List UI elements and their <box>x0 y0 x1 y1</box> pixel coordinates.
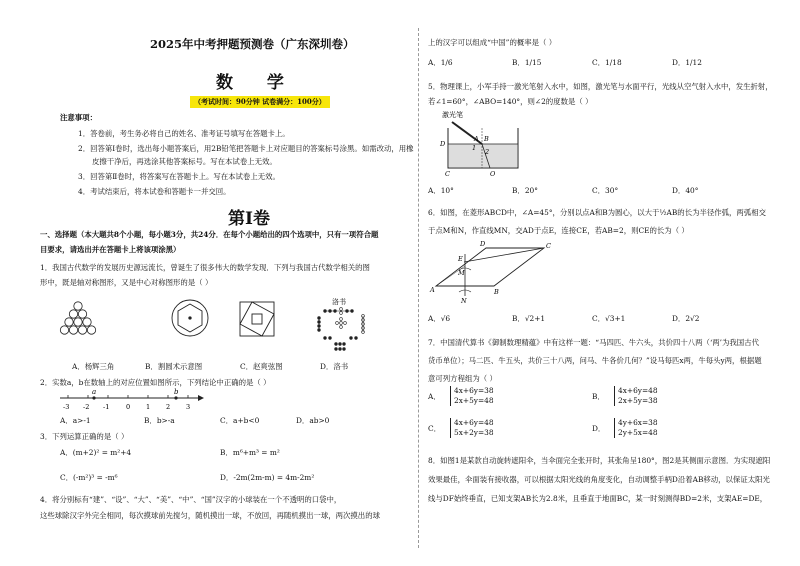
q5-option-c: C．30° <box>592 186 619 195</box>
q4-text: 这些球除汉字外完全相同，每次摸球前先搅匀，随机摸出一球，不放回，再随机摸出一球，两次摸出的球 <box>40 511 380 520</box>
q6-rhombus-figure <box>428 240 568 306</box>
tick-label: -3 <box>63 403 70 411</box>
q1-option-a: A．杨辉三角 <box>72 362 115 371</box>
q1-option-c: C．赵爽弦图 <box>240 362 283 371</box>
point-a-label: a <box>92 388 97 396</box>
q5-refraction-figure <box>436 108 546 180</box>
yanghui-triangle-figure <box>60 302 95 334</box>
section-heading: 一、选择题（本大题共8个小题，每小题3分，共24分．在每个小题给出的四个选项中，只有一项符合题 <box>40 230 379 239</box>
tick-label: 1 <box>146 403 151 411</box>
pt-B: B <box>484 135 489 143</box>
pt-O: O <box>490 170 496 178</box>
q3-option-b: B．m⁶+m³ = m² <box>220 448 280 457</box>
pt-E: E <box>458 255 463 263</box>
q5-option-b: B．20° <box>512 186 538 195</box>
note-item: 3．回答第Ⅱ卷时，将答案写在答题卡上。写在本试卷上无效。 <box>78 172 280 181</box>
angle-1: 1 <box>472 144 477 152</box>
q4-option-c: C．1/18 <box>592 58 622 67</box>
q6-text: 于点M和N，作直线MN，交AD于点E，连接CE，若AB=2，则CE的长为（ ） <box>428 226 689 235</box>
luoshu-figure <box>318 308 365 351</box>
note-item: 4．考试结束后，将本试卷和答题卡一并交回。 <box>78 187 231 196</box>
q7-option-b-system <box>614 386 658 406</box>
q4-text: 4．将分别标有“建”、“设”、“大”、“美”、“中”、“国”汉字的小球装在一个不透明的口袋中， <box>40 495 342 504</box>
eq: 4x+6y=48 <box>454 418 494 427</box>
volume-title: 第Ⅰ卷 <box>228 209 270 229</box>
circle-division-figure <box>172 300 208 336</box>
tick-label: 3 <box>186 403 191 411</box>
pt-C: C <box>546 242 551 250</box>
tick-label: -2 <box>83 403 90 411</box>
notes-heading: 注意事项： <box>60 113 97 122</box>
eq: 2y+5x=48 <box>618 428 658 437</box>
q7-option-b-label: B． <box>592 392 605 401</box>
q5-text: 若∠1=60°，∠ABO=140°，则∠2的度数是（ ） <box>428 97 593 106</box>
zhaoshuang-figure <box>240 302 274 336</box>
point-b-label: b <box>174 388 179 396</box>
pt-A: A <box>474 135 479 143</box>
q2-option-d: D．ab>0 <box>296 416 330 425</box>
note-item: 皮擦干净后，再选涂其他答案标号。写在本试卷上无效。 <box>92 157 277 166</box>
q8-text: 效果最佳，伞面装有接收器，可以根据太阳光线的角度变化，自动调整手柄D沿着AB移动，以保证太阳光 <box>428 475 770 484</box>
q4-option-d: D．1/12 <box>672 58 702 67</box>
q6-option-b: B．√2+1 <box>512 314 546 323</box>
eq: 4x+6y=48 <box>618 386 658 395</box>
pt-N: N <box>461 297 467 305</box>
q4-option-b: B．1/15 <box>512 58 542 67</box>
pt-M: M <box>458 269 465 277</box>
q4-cont-text: 上的汉字可以组成“中国”的概率是（ ） <box>428 38 557 47</box>
note-item: 2．回答第Ⅰ卷时，选出每小题答案后，用2B铅笔把答题卡上对应题目的答案标号涂黑。如需改动，用橡 <box>78 144 414 153</box>
q1-option-d: D．洛书 <box>320 362 349 371</box>
pt-D: D <box>480 240 486 248</box>
tick-label: 2 <box>166 403 171 411</box>
q6-option-d: D．2√2 <box>672 314 700 323</box>
q4-option-a: A．1/6 <box>428 58 453 67</box>
q7-option-c-label: C． <box>428 424 442 433</box>
q7-text: 货币单位）；马二匹、牛五头，共价三十八两，问马、牛各价几何？”设马每匹x两，牛每头y两，根据题 <box>428 356 762 365</box>
tick-label: 0 <box>126 403 131 411</box>
q1-figures <box>44 298 414 356</box>
q6-option-a: A．√6 <box>428 314 451 323</box>
q1-text: 形中，既是轴对称图形，又是中心对称图形的是（ ） <box>40 278 213 287</box>
pt-B: B <box>494 288 499 296</box>
q6-text: 6．如图，在菱形ABCD中，∠A=45°，分别以点A和B为圆心，以大于½AB的长为半径作弧，两弧相交 <box>428 208 766 217</box>
eq: 4x+6y=38 <box>454 386 494 395</box>
q1-option-b: B．割圆术示意图 <box>145 362 203 371</box>
exam-info-badge: （考试时间：90分钟 试卷满分：100分） <box>190 96 330 108</box>
q8-text: 8．如图1是某款自动旋转遮阳伞，当伞面完全张开时，其张角呈180°，图2是其侧面示意图．为实现遮阳 <box>428 456 771 465</box>
q7-option-d-system <box>614 418 658 438</box>
q3-option-d: D．-2m(2m-m) = 4m-2m² <box>220 473 315 482</box>
q3-text: 3．下列运算正确的是（ ） <box>40 432 129 441</box>
q8-text: 线与DF始终垂直，已知支架AB长为2.8米，且垂直于地面BC，某一时刻测得BD=2米，支架AE=DE， <box>428 494 768 503</box>
q3-option-a: A．(m+2)² = m²+4 <box>60 448 132 457</box>
eq: 4y+6x=38 <box>618 418 658 427</box>
q2-option-b: B．b>-a <box>144 416 175 425</box>
exam-title: 2025年中考押题预测卷（广东深圳卷） <box>150 37 355 51</box>
q5-option-d: D．40° <box>672 186 699 195</box>
q7-option-a-system <box>450 386 494 406</box>
angle-2: 2 <box>485 148 490 156</box>
q2-option-a: A．a>-1 <box>60 416 91 425</box>
q2-option-c: C．a+b<0 <box>220 416 260 425</box>
pt-C: C <box>445 170 450 178</box>
q5-text: 5．物理课上，小军手持一激光笔射入水中，如图，激光笔与水面平行，光线从空气射入水中，发生折射， <box>428 82 773 91</box>
right-column <box>420 0 800 566</box>
eq: 5x+2y=38 <box>454 428 494 437</box>
q1-text: 1．我国古代数学的发展历史源远流长，曾诞生了很多伟大的数学发现．下列与我国古代数学相关的图 <box>40 263 370 272</box>
q6-option-c: C．√3+1 <box>592 314 626 323</box>
subject-heading: 数 学 <box>216 73 298 93</box>
pt-D: D <box>440 140 446 148</box>
q7-option-d-label: D． <box>592 424 606 433</box>
q2-number-line <box>58 388 208 414</box>
note-item: 1．答卷前，考生务必将自己的姓名、准考证号填写在答题卡上。 <box>78 129 290 138</box>
q3-option-c: C．(-m²)³ = -m⁶ <box>60 473 118 482</box>
luoshu-label: 洛书 <box>332 298 346 306</box>
tick-label: -1 <box>103 403 110 411</box>
q5-option-a: A．10° <box>428 186 454 195</box>
pt-A: A <box>430 286 435 294</box>
eq: 2x+5y=48 <box>454 396 494 405</box>
q2-text: 2．实数a，b在数轴上的对应位置如图所示，下列结论中正确的是（ ） <box>40 378 271 387</box>
eq: 2x+5y=38 <box>618 396 658 405</box>
q7-option-c-system <box>450 418 494 438</box>
q7-text: 意可列方程组为（ ） <box>428 374 497 383</box>
section-heading-cont: 目要求，请选出并在答题卡上将该项涂黑） <box>40 245 181 254</box>
q7-option-a-label: A． <box>428 392 441 401</box>
q7-text: 7．中国清代算书《御制数理精蕴》中有这样一题：“马四匹、牛六头，共价四十八两（‘两’为我国古代 <box>428 338 759 347</box>
column-divider <box>418 28 419 548</box>
laser-pen-label: 激光笔 <box>442 111 463 119</box>
